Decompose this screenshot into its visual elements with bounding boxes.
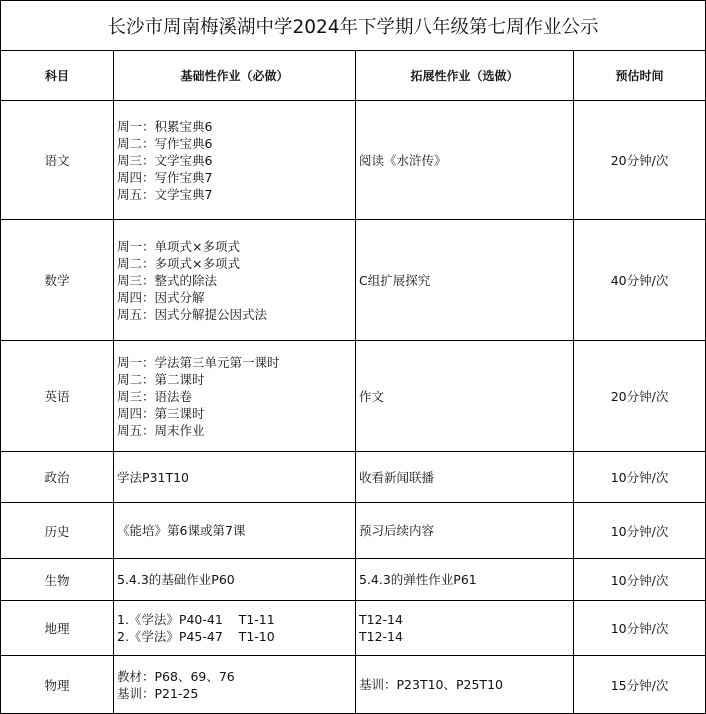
basic-homework-line: 2.《学法》P45-47 T1-10 [117, 629, 275, 644]
extended-homework-cell [356, 220, 574, 341]
basic-homework-cell [114, 101, 356, 220]
basic-homework-line: 周五：周末作业 [117, 422, 205, 438]
basic-homework-line: 1.《学法》P40-41 T1-11 [117, 612, 275, 627]
basic-homework-cell [114, 601, 356, 656]
table-row [1, 341, 706, 452]
extended-homework-cell [356, 503, 574, 559]
extended-homework-line: 作文 [359, 388, 385, 404]
basic-homework-line: 周二：多项式×多项式 [117, 255, 240, 271]
subject-cell: 地理 [1, 601, 114, 656]
basic-homework-cell [114, 503, 356, 559]
basic-homework-line: 周二：第二课时 [117, 371, 205, 387]
subject-cell: 英语 [1, 341, 114, 452]
table-row [1, 101, 706, 220]
basic-homework-line: 学法P31T10 [117, 469, 189, 485]
header-basic: 基础性作业（必做） [114, 51, 356, 101]
basic-homework-line: 教材：P68、69、76 [117, 668, 235, 684]
basic-homework-cell [114, 220, 356, 341]
header-subject: 科目 [1, 51, 114, 101]
page-title: 长沙市周南梅溪湖中学2024年下学期八年级第七周作业公示 [1, 1, 706, 51]
header-row [1, 51, 706, 101]
extended-homework-line: T12-14 [359, 629, 403, 644]
extended-homework-cell [356, 656, 574, 714]
extended-homework-cell [356, 341, 574, 452]
subject-cell: 数学 [1, 220, 114, 341]
extended-homework-cell [356, 101, 574, 220]
basic-homework-line: 周四：写作宝典7 [117, 169, 213, 185]
basic-homework-line: 周三：文学宝典6 [117, 152, 213, 168]
header-time: 预估时间 [574, 51, 706, 101]
basic-homework-cell [114, 452, 356, 503]
extended-homework-line: 预习后续内容 [359, 523, 435, 538]
basic-homework-line: 周三：整式的除法 [117, 272, 218, 288]
subject-cell: 生物 [1, 559, 114, 601]
basic-homework-cell [114, 341, 356, 452]
estimated-time-cell: 20分钟/次 [574, 341, 706, 452]
subject-cell: 政治 [1, 452, 114, 503]
basic-homework-cell [114, 656, 356, 714]
extended-homework-cell [356, 559, 574, 601]
extended-homework-line: C组扩展探究 [359, 272, 431, 288]
estimated-time-cell: 15分钟/次 [574, 656, 706, 714]
estimated-time-cell: 10分钟/次 [574, 503, 706, 559]
estimated-time-cell: 20分钟/次 [574, 101, 706, 220]
subject-cell: 物理 [1, 656, 114, 714]
subject-cell: 历史 [1, 503, 114, 559]
estimated-time-cell: 10分钟/次 [574, 601, 706, 656]
basic-homework-line: 周四：因式分解 [117, 289, 205, 305]
basic-homework-cell [114, 559, 356, 601]
extended-homework-cell [356, 601, 574, 656]
title-row [1, 1, 706, 51]
extended-homework-line: 基训：P23T10、P25T10 [359, 677, 503, 692]
basic-homework-line: 周一：学法第三单元第一课时 [117, 354, 280, 370]
basic-homework-line: 5.4.3的基础作业P60 [117, 572, 235, 587]
table-row [1, 503, 706, 559]
table-row [1, 601, 706, 656]
header-extended: 拓展性作业（选做） [356, 51, 574, 101]
basic-homework-line: 周一：单项式×多项式 [117, 238, 240, 254]
subject-cell: 语文 [1, 101, 114, 220]
basic-homework-line: 《能培》第6课或第7课 [117, 523, 246, 538]
extended-homework-line: 收看新闻联播 [359, 469, 435, 485]
table-row [1, 452, 706, 503]
table-row [1, 220, 706, 341]
basic-homework-line: 周一：积累宝典6 [117, 118, 213, 134]
extended-homework-cell [356, 452, 574, 503]
basic-homework-line: 周三：语法卷 [117, 388, 193, 404]
extended-homework-line: 5.4.3的弹性作业P61 [359, 572, 477, 587]
extended-homework-line: T12-14 [359, 612, 403, 627]
basic-homework-line: 周五：因式分解提公因式法 [117, 306, 268, 322]
basic-homework-line: 周二：写作宝典6 [117, 135, 213, 151]
basic-homework-line: 基训：P21-25 [117, 685, 199, 701]
extended-homework-line: 阅读《水浒传》 [359, 152, 447, 168]
table-row [1, 656, 706, 714]
estimated-time-cell: 10分钟/次 [574, 452, 706, 503]
estimated-time-cell: 10分钟/次 [574, 559, 706, 601]
table-row [1, 559, 706, 601]
basic-homework-line: 周四：第三课时 [117, 405, 205, 421]
basic-homework-line: 周五：文学宝典7 [117, 186, 213, 202]
estimated-time-cell: 40分钟/次 [574, 220, 706, 341]
